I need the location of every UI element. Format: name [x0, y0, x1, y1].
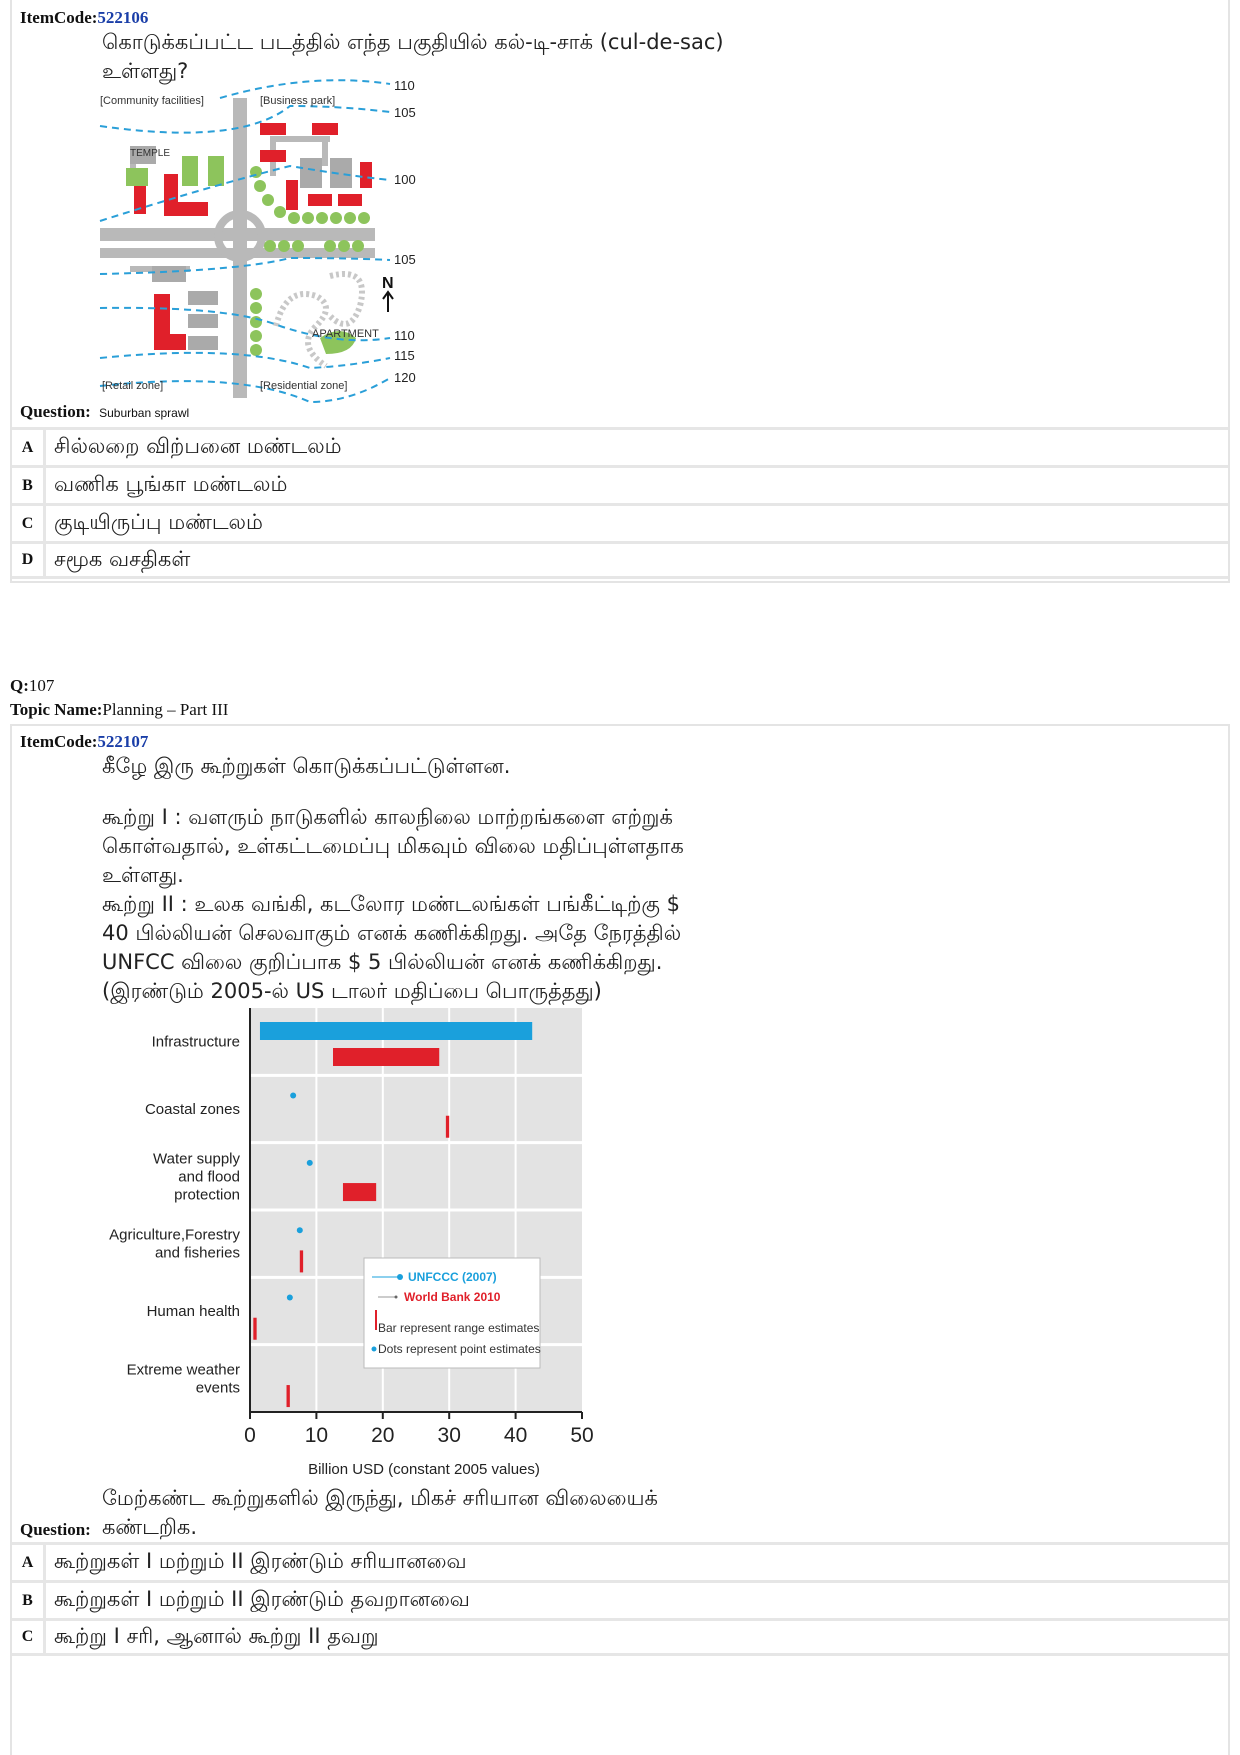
map-caption: Suburban sprawl — [99, 406, 190, 420]
question-card-1 — [10, 0, 1230, 583]
option-b[interactable]: B கூற்றுகள் I மற்றும் II இரண்டும் தவறானவை — [12, 1580, 1228, 1618]
map-label-community: [Community facilities] — [100, 95, 204, 107]
x-tick-label: 0 — [244, 1424, 256, 1447]
worldbank-bar — [300, 1250, 303, 1272]
option-c[interactable]: C குடியிருப்பு மண்டலம் — [12, 503, 1228, 541]
statement-line: கூற்று II : உலக வங்கி, கடலோர மண்டலங்கள் பங்கீட்டிற்கு $ — [102, 892, 680, 916]
unfccc-dot — [290, 1093, 296, 1099]
option-b[interactable]: B வணிக பூங்கா மண்டலம் — [12, 465, 1228, 503]
item-code: ItemCode:522106 — [20, 8, 149, 27]
map-label-apartment: APARTMENT — [312, 328, 379, 340]
adaptation-cost-chart — [92, 1008, 692, 1478]
statement-line: உள்ளது. — [102, 863, 184, 887]
option-a[interactable]: A கூற்றுகள் I மற்றும் II இரண்டும் சரியானவை — [12, 1542, 1228, 1580]
question-number: Q:107 — [10, 676, 55, 695]
svg-text:105: 105 — [394, 252, 416, 267]
category-label: Coastal zones — [144, 1101, 240, 1118]
north-arrow-icon — [383, 292, 393, 312]
worldbank-bar — [253, 1318, 256, 1340]
svg-text:115: 115 — [394, 348, 415, 363]
x-tick-label: 30 — [437, 1424, 461, 1447]
category-label: Extreme weather — [126, 1361, 240, 1379]
question-label: Question: Suburban sprawl — [20, 402, 190, 421]
statement-line: கீழே இரு கூற்றுகள் கொடுக்கப்பட்டுள்ளன. — [102, 754, 511, 778]
question-line: மேற்கண்ட கூற்றுகளில் இருந்து, மிகச் சரியான விலையைக் — [102, 1486, 658, 1510]
legend-worldbank: World Bank 2010 — [404, 1290, 501, 1304]
svg-text:100: 100 — [394, 172, 416, 187]
category-label: and fisheries — [154, 1244, 240, 1262]
category-label: events — [195, 1379, 240, 1397]
contour-labels — [394, 78, 416, 385]
suburban-map — [90, 76, 430, 416]
unfccc-dot — [297, 1227, 303, 1233]
question-card-2 — [10, 724, 1230, 1755]
x-tick-label: 40 — [503, 1424, 528, 1447]
unfccc-bar — [260, 1022, 532, 1040]
option-d[interactable]: D சமூக வசதிகள் — [12, 541, 1228, 579]
worldbank-bar — [446, 1116, 449, 1138]
category-label: Infrastructure — [151, 1033, 240, 1051]
item-code: ItemCode:522107 — [20, 732, 149, 751]
category-label: Water supply — [153, 1150, 240, 1168]
map-label-business: [Business park] — [260, 95, 336, 107]
svg-text:120: 120 — [394, 370, 416, 385]
x-axis-label: Billion USD (constant 2005 values) — [308, 1461, 540, 1478]
category-label: and flood — [178, 1168, 240, 1186]
question-line: கண்டறிக. — [102, 1515, 198, 1539]
category-label: Human health — [146, 1303, 240, 1320]
x-tick-label: 20 — [371, 1424, 395, 1447]
statement-line: UNFCC விலை குறிப்பாக $ 5 பில்லியன் எனக் கணிக்கிறது. — [102, 950, 663, 974]
unfccc-dot — [287, 1295, 293, 1301]
x-tick-label: 50 — [570, 1424, 594, 1447]
x-tick-label: 10 — [304, 1424, 329, 1447]
statement-line: 40 பில்லியன் செலவாகும் எனக் கணிக்கிறது. அதே நேரத்தில் — [102, 921, 682, 945]
legend-marker-icon — [395, 1296, 398, 1299]
map-label-residential: [Residential zone] — [260, 380, 348, 392]
worldbank-bar — [333, 1048, 439, 1066]
legend-note: Bar represent range estimates — [378, 1321, 540, 1335]
statement-line: கொள்வதால், உள்கட்டமைப்பு மிகவும் விலை மதிப்புள்ளதாக — [102, 834, 684, 858]
statement-line: கூற்று I : வளரும் நாடுகளில் காலநிலை மாற்றங்களை எற்றுக் — [102, 805, 673, 829]
map-label-temple: TEMPLE — [130, 148, 171, 159]
question-text: கொடுக்கப்பட்ட படத்தில் எந்த பகுதியில் கல்-டி-சாக் (cul-de-sac) உள்ளது? — [102, 30, 724, 83]
legend-note: Dots represent point estimates — [378, 1342, 541, 1356]
unfccc-dot — [307, 1160, 313, 1166]
north-label: N — [382, 275, 394, 292]
topic-name: Topic Name:Planning – Part III — [10, 700, 229, 719]
legend-dot-icon — [372, 1347, 377, 1352]
option-a[interactable]: A சில்லறை விற்பனை மண்டலம் — [12, 427, 1228, 465]
category-label: Agriculture,Forestry — [109, 1226, 240, 1244]
worldbank-bar — [287, 1385, 290, 1407]
map-label-retail: [Retail zone] — [102, 380, 164, 392]
category-label: protection — [174, 1186, 240, 1204]
option-c[interactable]: C கூற்று I சரி, ஆனால் கூற்று II தவறு — [12, 1618, 1228, 1656]
question-label: Question: — [20, 1520, 91, 1539]
legend-dot-icon — [397, 1274, 403, 1280]
worldbank-bar — [343, 1183, 376, 1201]
statement-line: (இரண்டும் 2005-ல் US டாலர் மதிப்பை பொருத்தது) — [102, 979, 602, 1003]
svg-text:110: 110 — [394, 328, 415, 343]
legend-unfccc: UNFCCC (2007) — [408, 1270, 497, 1284]
svg-text:110: 110 — [394, 78, 415, 93]
svg-text:105: 105 — [394, 105, 416, 120]
